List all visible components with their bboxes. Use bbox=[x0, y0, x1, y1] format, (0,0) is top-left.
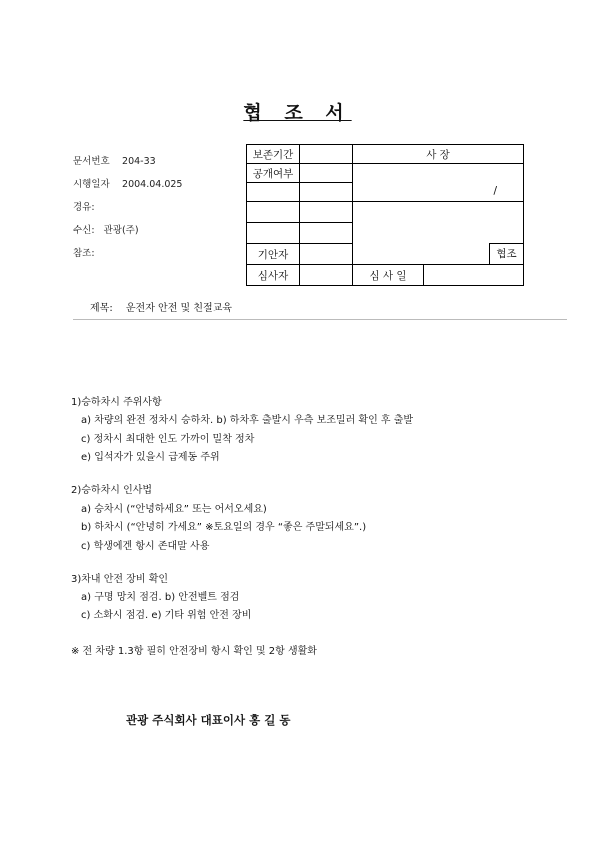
section-item: a) 구명 망치 점검. b) 안전벨트 점검 bbox=[81, 592, 240, 603]
subject-label: 제목: bbox=[90, 303, 113, 314]
blank-label-2 bbox=[247, 202, 300, 223]
document-title: 협 조 서 bbox=[243, 102, 352, 124]
section-item: e) 입석자가 있을시 급제동 주위 bbox=[81, 452, 220, 463]
review-date-label: 심 사 일 bbox=[353, 265, 424, 286]
retention-value bbox=[300, 145, 353, 164]
reviewer-value bbox=[300, 265, 353, 286]
reference-label: 참조: bbox=[73, 248, 95, 259]
drafter-label: 기안자 bbox=[247, 244, 300, 265]
disclosure-value bbox=[300, 164, 353, 183]
section-heading: 3)차내 안전 장비 확인 bbox=[71, 574, 169, 585]
doc-number-row bbox=[73, 153, 156, 167]
section-item: a) 승차시 (“안녕하세요” 또는 어서오세요) bbox=[81, 504, 267, 515]
via-label: 경유: bbox=[73, 202, 95, 213]
recipient-row bbox=[73, 222, 139, 236]
blank-value-1 bbox=[300, 183, 353, 202]
section-item: b) 하차시 (“안녕히 가세요” ※토요일의 경우 “좋은 주말되세요”.) bbox=[81, 522, 367, 533]
president-label: 사 장 bbox=[353, 145, 524, 164]
blank-value-2 bbox=[300, 202, 353, 223]
signature-line: 관광 주식회사 대표이사 홍 길 동 bbox=[126, 713, 291, 727]
recipient-label: 수신: bbox=[73, 225, 95, 236]
closing-note: ※ 전 차량 1.3항 필히 안전장비 항시 확인 및 2항 생활화 bbox=[71, 646, 317, 657]
president-sign-box bbox=[353, 164, 524, 202]
issue-date-row bbox=[73, 176, 182, 190]
section-heading: 1)승하차시 주위사항 bbox=[71, 397, 162, 408]
review-date-value bbox=[424, 265, 524, 286]
section-item: c) 정차시 최대한 인도 가까이 밀착 정차 bbox=[81, 434, 255, 445]
disclosure-label: 공개여부 bbox=[247, 164, 300, 183]
section-item: c) 학생에겐 항시 존대말 사용 bbox=[81, 541, 210, 552]
approval-table bbox=[246, 144, 524, 286]
section-item: a) 차량의 완전 정차시 승하차. b) 하차후 출발시 우측 보조밀러 확인 후 출발 bbox=[81, 415, 414, 426]
cooperation-box bbox=[353, 202, 524, 265]
retention-label: 보존기간 bbox=[247, 145, 300, 164]
subject-row bbox=[90, 299, 232, 314]
date-slash: / bbox=[493, 185, 497, 197]
issue-date-label: 시행일자 bbox=[73, 179, 110, 190]
subject-divider bbox=[73, 319, 567, 320]
reviewer-label: 심사자 bbox=[247, 265, 300, 286]
section-heading: 2)승하차시 인사법 bbox=[71, 485, 153, 496]
blank-value-3 bbox=[300, 223, 353, 244]
recipient-value: 관광(주) bbox=[103, 225, 139, 236]
drafter-value bbox=[300, 244, 353, 265]
doc-number-label: 문서번호 bbox=[73, 156, 110, 167]
blank-label-1 bbox=[247, 183, 300, 202]
subject-value: 운전자 안전 및 친절교육 bbox=[125, 303, 233, 314]
doc-number-value: 204-33 bbox=[122, 156, 156, 167]
blank-label-3 bbox=[247, 223, 300, 244]
issue-date-value: 2004.04.025 bbox=[122, 179, 183, 190]
section-item: c) 소화시 점검. e) 기타 위험 안전 장비 bbox=[81, 610, 252, 621]
cooperation-label: 협조 bbox=[489, 243, 523, 264]
